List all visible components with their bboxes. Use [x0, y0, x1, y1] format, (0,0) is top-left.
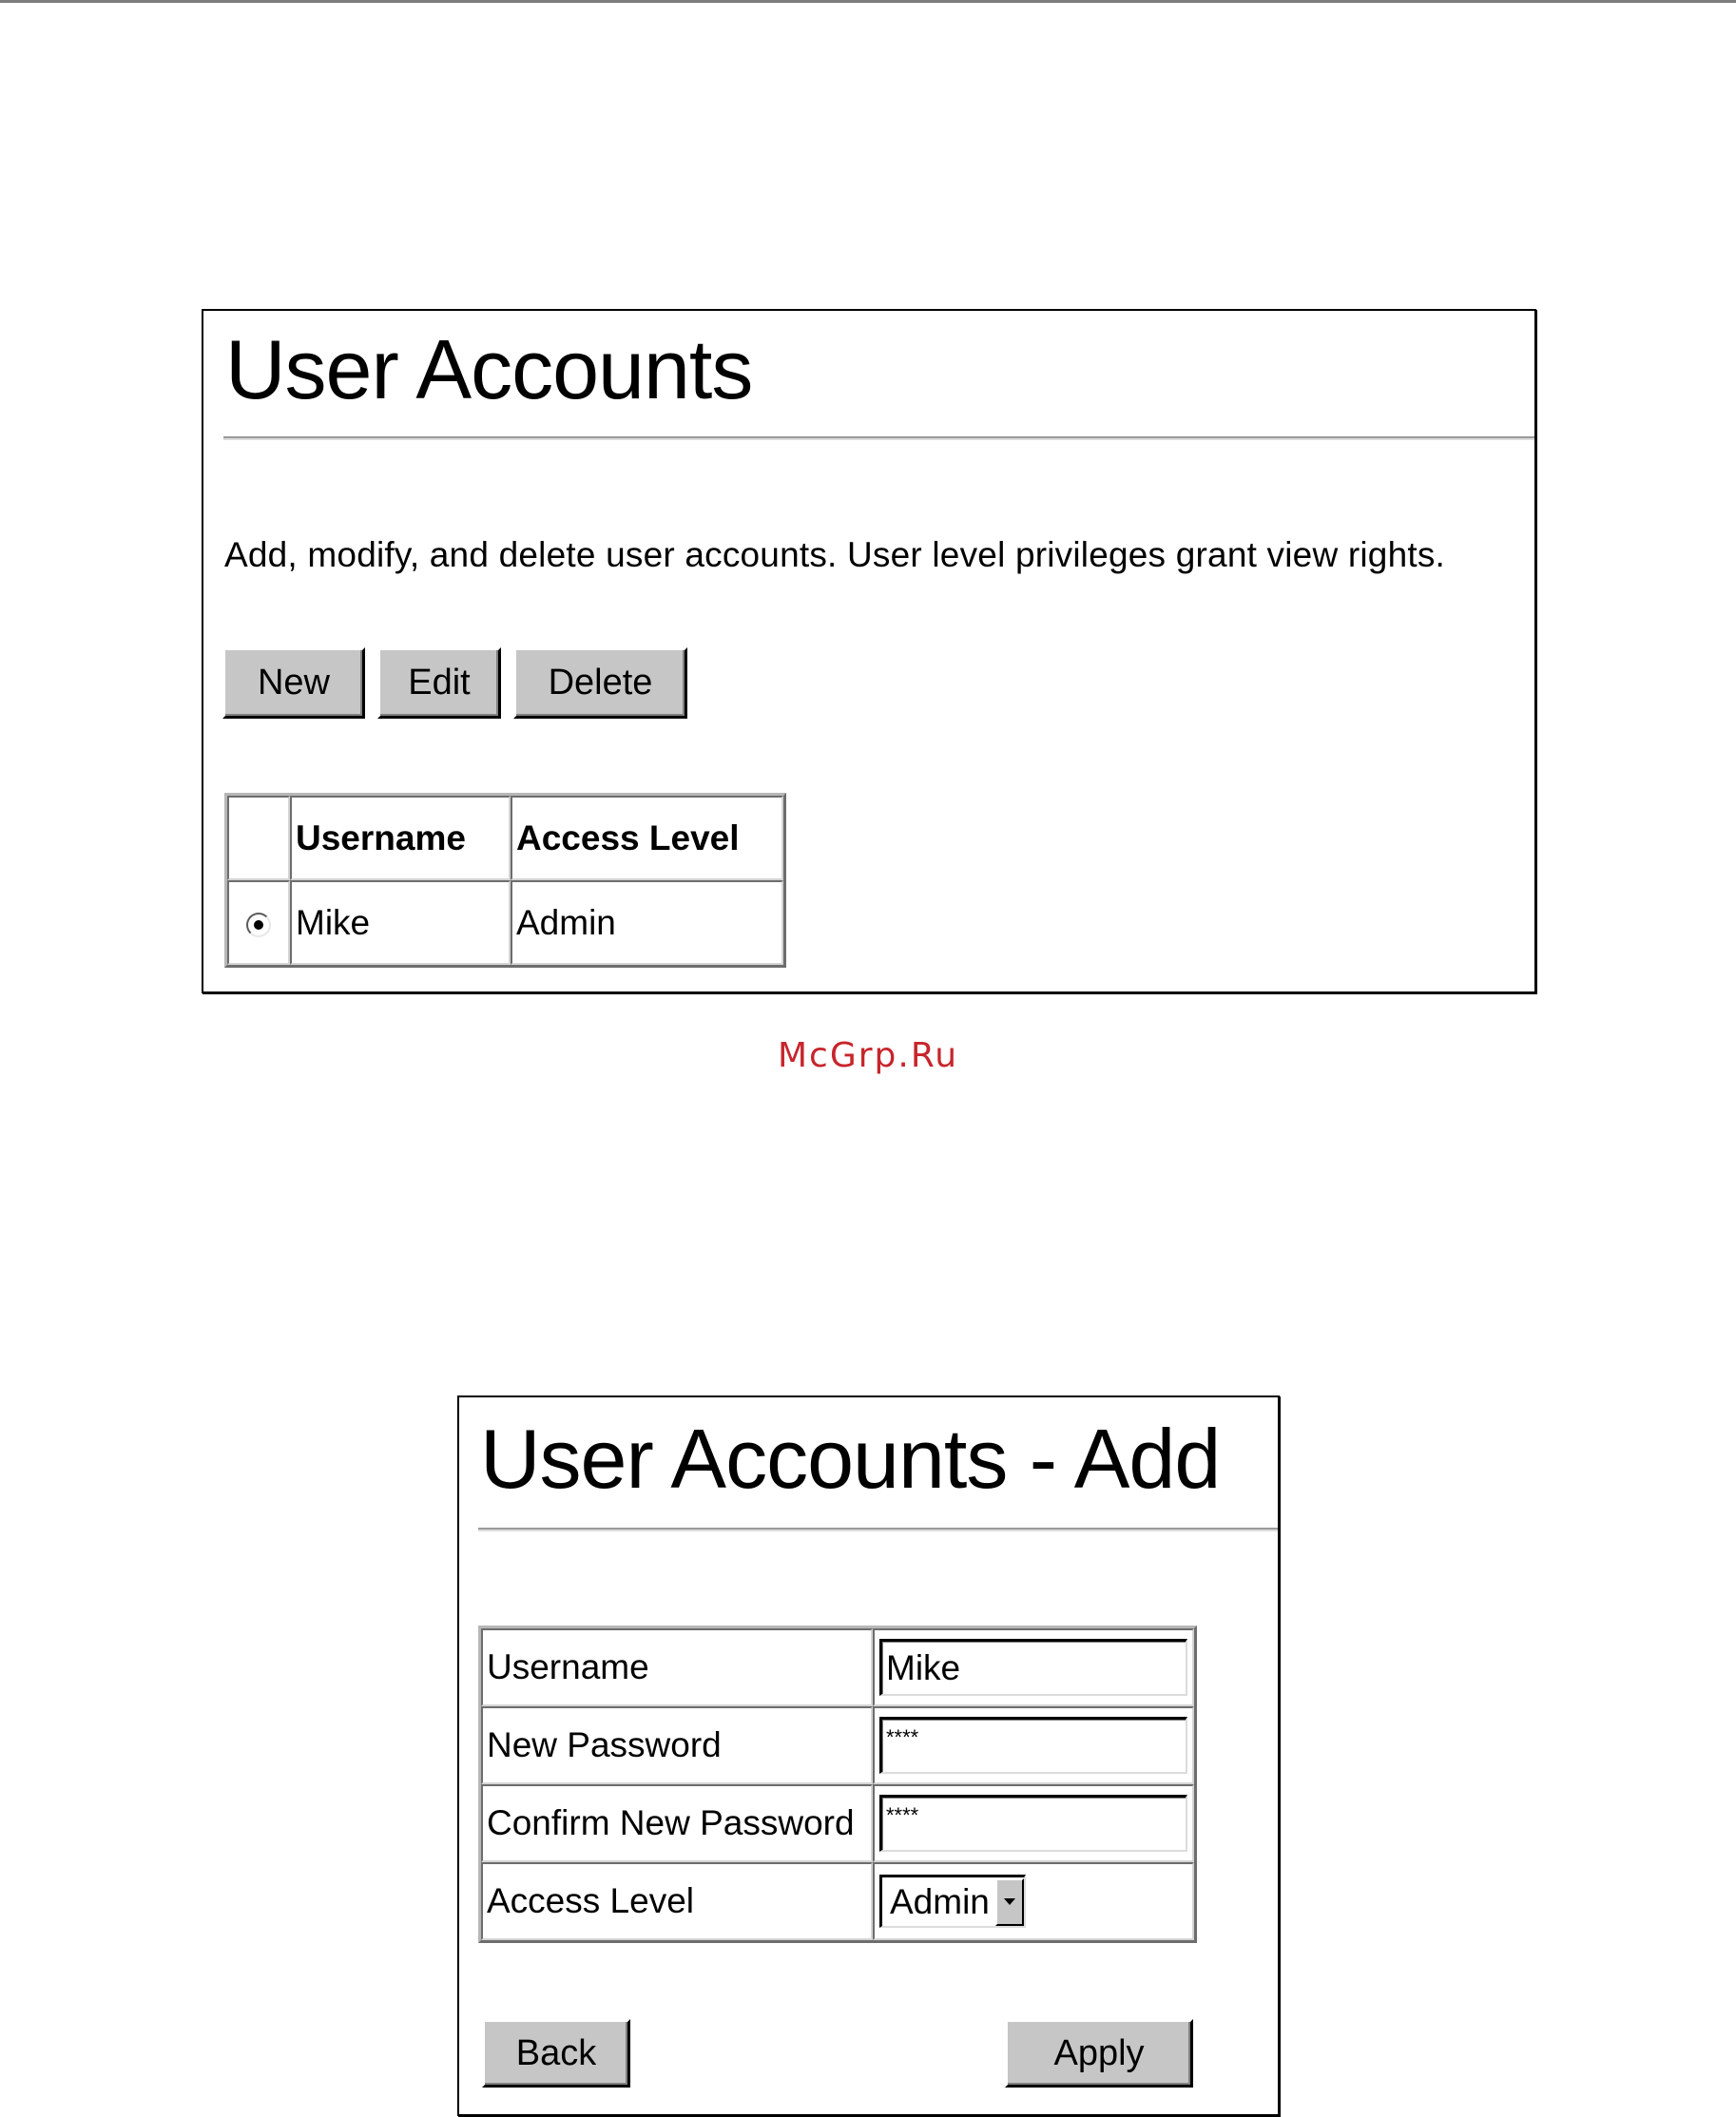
form-row-access-level	[481, 1862, 1194, 1940]
new-button[interactable]: New	[222, 647, 365, 719]
form-row-username	[481, 1628, 1194, 1706]
table-header-row	[227, 796, 783, 880]
delete-button[interactable]: Delete	[513, 647, 687, 719]
user-accounts-add-panel	[457, 1395, 1280, 2116]
username-value-cell	[873, 1628, 1194, 1706]
watermark-text: McGrp.Ru	[777, 1036, 959, 1075]
user-accounts-table	[224, 793, 786, 968]
select-column-header	[227, 796, 290, 880]
apply-button[interactable]: Apply	[1005, 2019, 1193, 2088]
edit-button[interactable]: Edit	[377, 647, 501, 719]
back-button[interactable]: Back	[482, 2019, 630, 2088]
description-text: Add, modify, and delete user accounts. User level privileges grant view rights.	[224, 535, 1446, 574]
access-level-column-header: Access Level	[511, 796, 783, 880]
access-level-selected-value: Admin	[890, 1881, 990, 1921]
access-level-select[interactable]	[879, 1875, 1026, 1928]
table-row	[227, 880, 783, 965]
dropdown-arrow-button[interactable]	[995, 1878, 1024, 1926]
form-row-confirm-password	[481, 1784, 1194, 1862]
page-title: User Accounts	[225, 322, 753, 416]
new-password-label: New Password	[481, 1706, 873, 1784]
row-select-cell	[227, 880, 290, 965]
page-top-rule	[0, 0, 1736, 3]
confirm-password-label: Confirm New Password	[481, 1784, 873, 1862]
username-cell: Mike	[290, 880, 511, 965]
new-password-input[interactable]	[879, 1717, 1187, 1774]
title-divider	[223, 436, 1534, 440]
username-column-header: Username	[290, 796, 511, 880]
new-password-value-cell	[873, 1706, 1194, 1784]
confirm-password-input[interactable]	[879, 1795, 1187, 1852]
access-level-value-cell	[873, 1862, 1194, 1940]
confirm-password-value-cell	[873, 1784, 1194, 1862]
access-level-label: Access Level	[481, 1862, 873, 1940]
add-title-divider	[478, 1528, 1278, 1531]
username-label: Username	[481, 1628, 873, 1706]
user-accounts-panel	[202, 309, 1536, 993]
form-row-new-password	[481, 1706, 1194, 1784]
chevron-down-icon	[1004, 1898, 1015, 1905]
add-user-form	[478, 1626, 1197, 1943]
username-input[interactable]	[879, 1639, 1187, 1696]
row-select-radio[interactable]	[246, 913, 271, 937]
access-level-cell: Admin	[511, 880, 783, 965]
add-page-title: User Accounts - Add	[480, 1412, 1221, 1506]
